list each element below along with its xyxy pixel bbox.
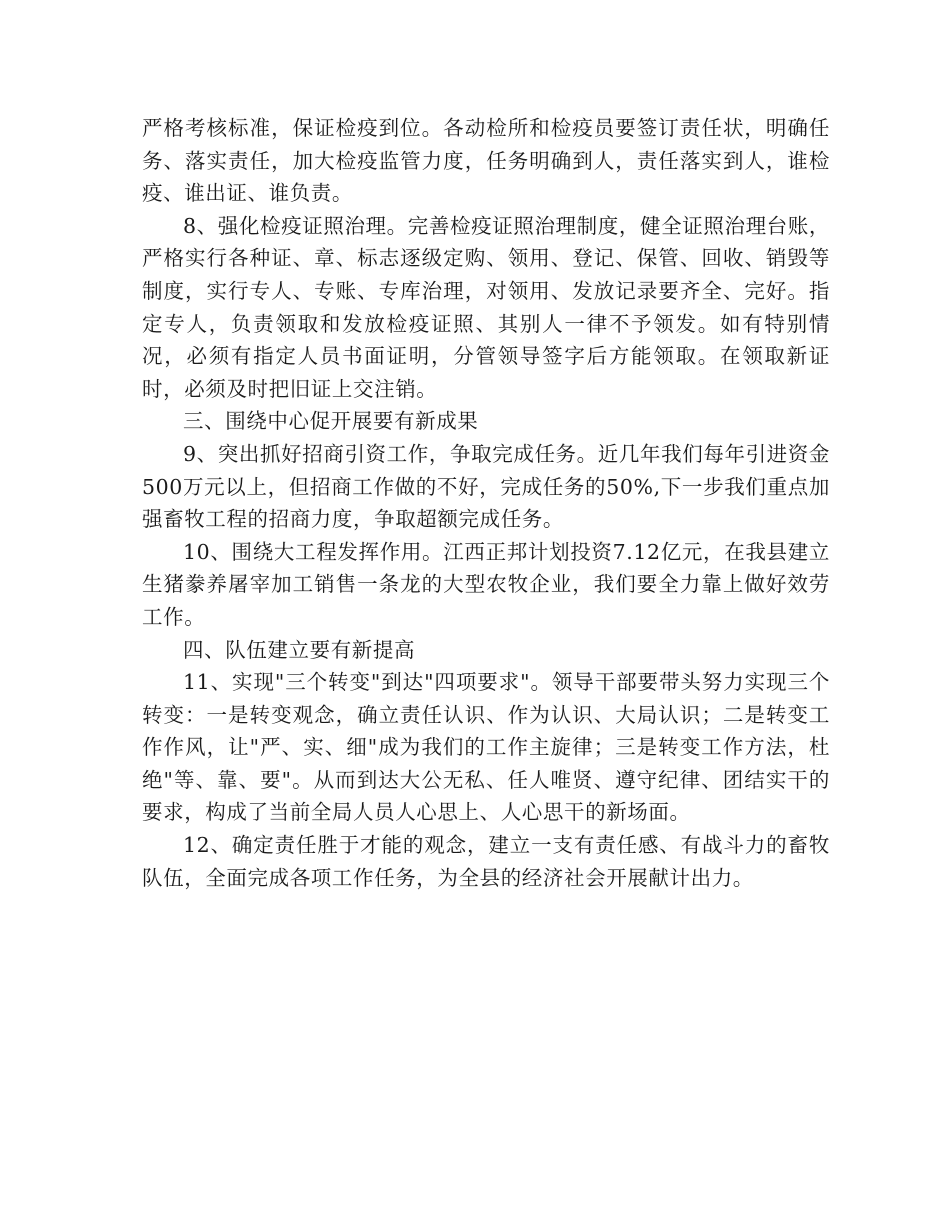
document-page (142, 112, 830, 894)
paragraph-continuation: 严格考核标准，保证检疫到位。各动检所和检疫员要签订责任状，明确任务、落实责任，加大检疫监管力度，任务明确到人，责任落实到人，谁检疫、谁出证、谁负责。 (142, 116, 830, 206)
paragraph-item-12: 12、确定责任胜于才能的观念，建立一支有责任感、有战斗力的畜牧队伍，全面完成各项工作任务，为全县的经济社会开展献计出力。 (142, 833, 830, 890)
section-heading-4: 四、队伍建立要有新提高 (183, 637, 416, 662)
section-heading-3: 三、围绕中心促开展要有新成果 (183, 409, 479, 434)
paragraph-item-9: 9、突出抓好招商引资工作，争取完成任务。近几年我们每年引进资金500万元以上，但招商工作做的不好，完成任务的50%,下一步我们重点加强畜牧工程的招商力度，争取超额完成任务。 (142, 441, 830, 532)
paragraph-item-10: 10、围绕大工程发挥作用。江西正邦计划投资7.12亿元，在我县建立生猪豢养屠宰加工销售一条龙的大型农牧企业，我们要全力靠上做好效劳工作。 (142, 539, 830, 629)
paragraph-item-8: 8、强化检疫证照治理。完善检疫证照治理制度，健全证照治理台账，严格实行各种证、章、标志逐级定购、领用、登记、保管、回收、销毁等制度，实行专人、专账、专库治理，对领用、发放记录要齐全、完好。指定专人，负责领取和发放检疫证照、其别人一律不予领发。如有特别情况，必须有指定人员书面证明，分管领导签字后方能领取。在领取新证时，必须及时把旧证上交注销。 (142, 213, 830, 401)
paragraph-item-11: 11、实现"三个转变"到达"四项要求"。领导干部要带头努力实现三个转变：一是转变观念，确立责任认识、作为认识、大局认识；二是转变工作作风，让"严、实、细"成为我们的工作主旋律；三是转变工作方法，杜绝"等、靠、要"。从而到达大公无私、任人唯贤、遵守纪律、团结实干的要求，构成了当前全局人员人心思上、人心思干的新场面。 (142, 670, 830, 825)
